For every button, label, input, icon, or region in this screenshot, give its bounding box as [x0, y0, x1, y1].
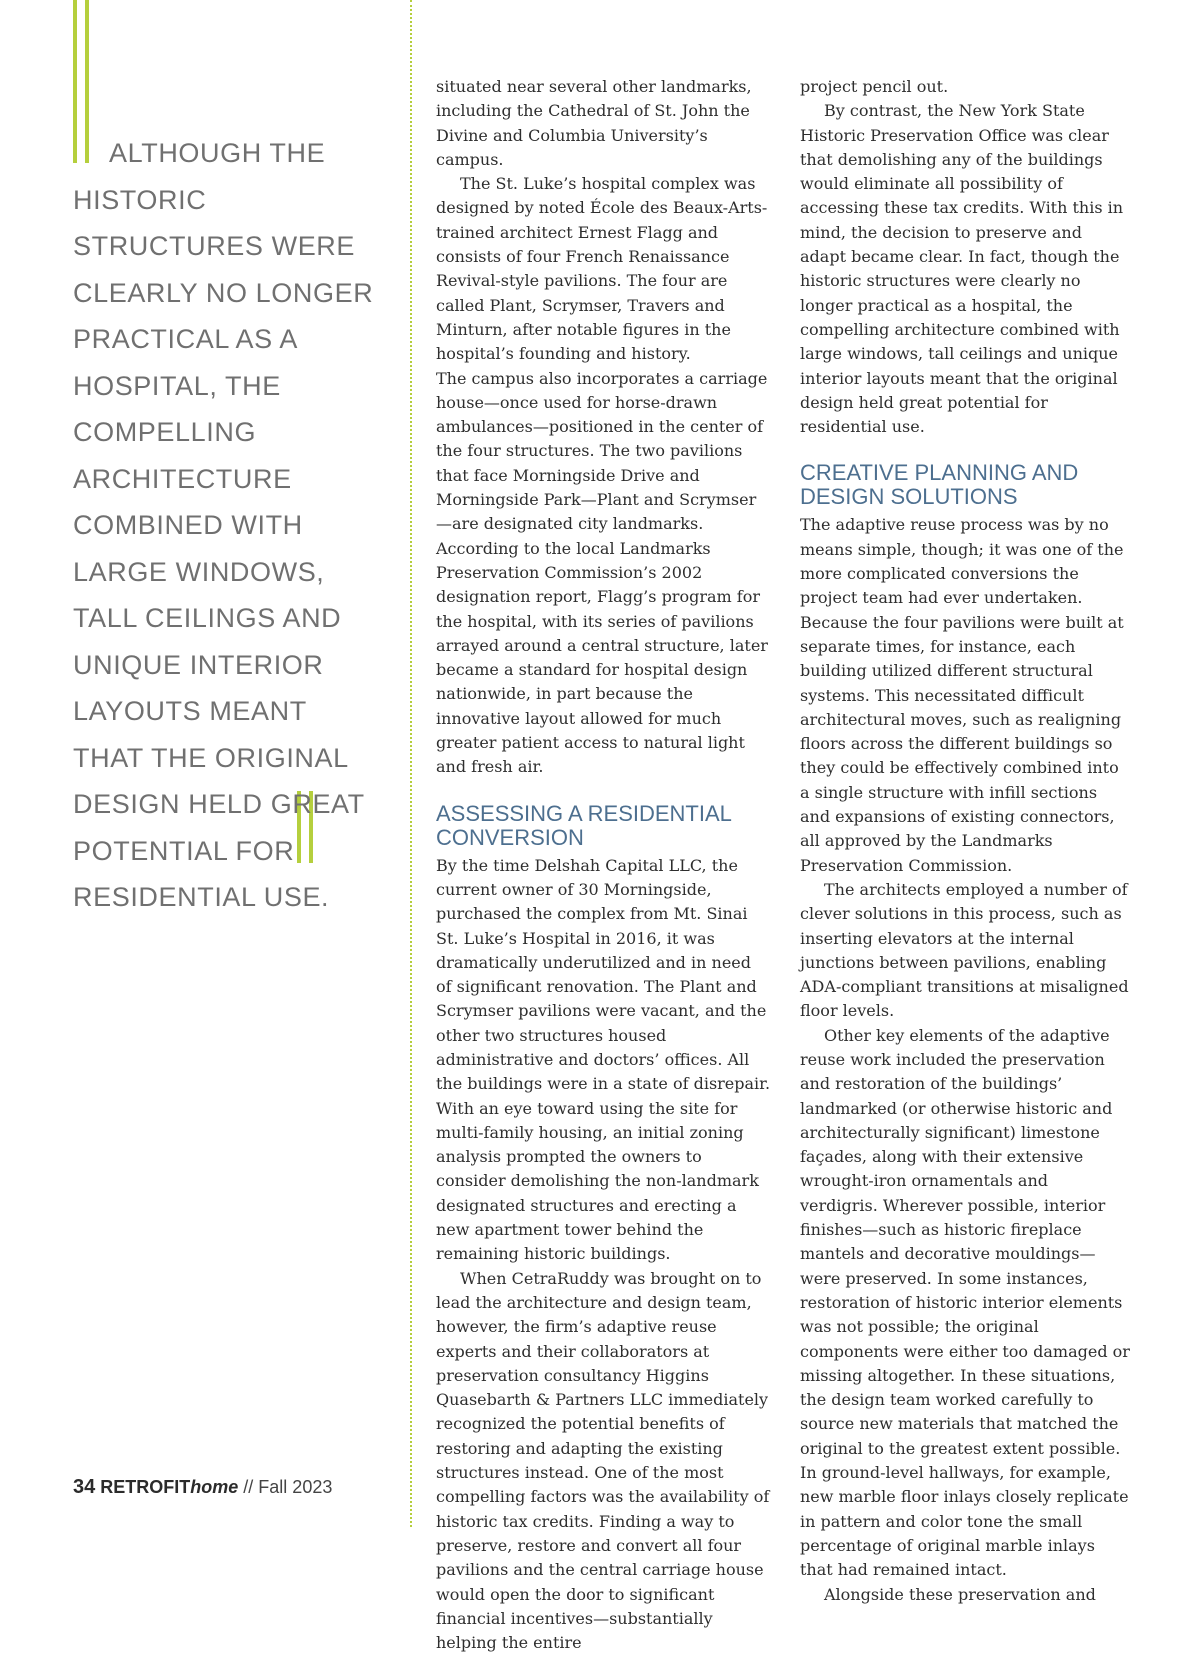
article-column-1 — [436, 75, 771, 1655]
paragraph: The adaptive reuse process was by no means simple, though; it was one of the more complicated conversions the project team had ever undertaken. Because the four pavilions were built at separate times, for instance, each building utilized different structural systems. This necessitated difficult architectural moves, such as realigning floors across the different buildings so they could be effectively combined into a single structure with infill sections and expansions of existing connectors, all approved by the Landmarks Preservation Commission. — [800, 515, 1124, 875]
magazine-brand-italic: home — [190, 1477, 239, 1497]
paragraph: Other key elements of the adaptive reuse work included the preservation and restoration of the buildings’ landmarked (or otherwise historic and architecturally significant) limestone façades, along with their extensive wrought-iron ornamentals and verdigris. Wherever possible, interior finishes—such as historic fireplace mantels and decorative mouldings—were preserved. In some instances, restoration of historic interior elements was not possible; the original components were either too damaged or missing altogether. In these situations, the design team worked carefully to source new materials that matched the original to the greatest extent possible. In ground-level hallways, for example, new marble floor inlays closely replicate in pattern and color tone the small percentage of original marble inlays that had remained intact. — [800, 1025, 1130, 1580]
paragraph: Alongside these preservation and — [824, 1584, 1096, 1604]
section-heading: CREATIVE PLANNING AND DESIGN SOLUTIONS — [800, 460, 1079, 510]
paragraph: The St. Luke’s hospital complex was designed by noted École des Beaux-Arts-trained architect Ernest Flagg and consists of four French Renaissance Revival-style pavilions. The four are called Plant, Scrymser, Travers and Minturn, after notable figures in the hospital’s founding and history. — [436, 174, 768, 364]
paragraph: When CetraRuddy was brought on to lead the architecture and design team, however, the firm’s adaptive reuse experts and their collaborators at preservation consultancy Higgins Quasebarth & Partners LLC immediately recognized the potential benefits of restoring and adapting the existing structures instead. One of the most compelling factors was the availability of historic tax credits. Finding a way to preserve, restore and convert all four pavilions and the central carriage house would open the door to significant financial incentives—substantially helping the entire — [436, 1268, 770, 1653]
paragraph: The architects employed a number of clever solutions in this process, such as inserting elevators at the internal junctions between pavilions, enabling ADA-compliant transitions at misaligned floor levels. — [800, 879, 1129, 1021]
pull-quote-text: ALTHOUGH THE HISTORIC STRUCTURES WERE CLEARLY NO LONGER PRACTICAL AS A HOSPITAL, THE COMPELLING ARCHITECTURE COMBINED WITH LARGE WINDOWS, TALL CEILINGS AND UNIQUE INTERIOR LAYOUTS MEANT THAT THE ORIGINAL DESIGN HELD GREAT POTENTIAL FOR RESIDENTIAL USE. — [73, 138, 374, 912]
paragraph: By contrast, the New York State Historic Preservation Office was clear that demolishing any of the buildings would eliminate all possibility of accessing these tax credits. With this in mind, the decision to preserve and adapt became clear. In fact, though the historic structures were clearly no longer practical as a hospital, the compelling architecture combined with large windows, tall ceilings and unique interior layouts meant that the original design held great potential for residential use. — [800, 101, 1124, 437]
column-divider — [410, 0, 412, 1527]
page-number: 34 — [73, 1476, 96, 1498]
section-heading: ASSESSING A RESIDENTIAL CONVERSION — [436, 800, 732, 850]
paragraph: By the time Delshah Capital LLC, the current owner of 30 Morningside, purchased the complex from Mt. Sinai St. Luke’s Hospital in 2016, it was dramatically underutilized and in need of significant renovation. The Plant and Scrymser pavilions were vacant, and the other two structures housed administrative and doctors’ offices. All the buildings were in a state of disrepair. With an eye toward using the site for multi-family housing, an initial zoning analysis prompted the owners to consider demolishing the non-landmark designated structures and erecting a new apartment tower behind the remaining historic buildings. — [436, 855, 771, 1264]
issue-label: Fall 2023 — [258, 1477, 333, 1497]
paragraph: situated near several other landmarks, including the Cathedral of St. John the Divine and Columbia University’s campus. — [436, 77, 752, 169]
pull-quote — [73, 130, 383, 921]
magazine-brand: RETROFIT — [100, 1477, 191, 1497]
page-footer — [73, 1476, 332, 1499]
footer-separator: // — [238, 1477, 259, 1497]
paragraph: project pencil out. — [800, 77, 949, 96]
article-column-2 — [800, 75, 1130, 1607]
paragraph: The campus also incorporates a carriage house—once used for horse-drawn ambulances—positioned in the center of the four structures. The two pavilions that face Morningside Drive and Morningside Park—Plant and Scrymser—are designated city landmarks. According to the local Landmarks Preservation Commission’s 2002 designation report, Flagg’s program for the hospital, with its series of pavilions arrayed around a central structure, later became a standard for hospital design nationwide, in part because the innovative layout allowed for much greater patient access to natural light and fresh air. — [436, 368, 768, 777]
